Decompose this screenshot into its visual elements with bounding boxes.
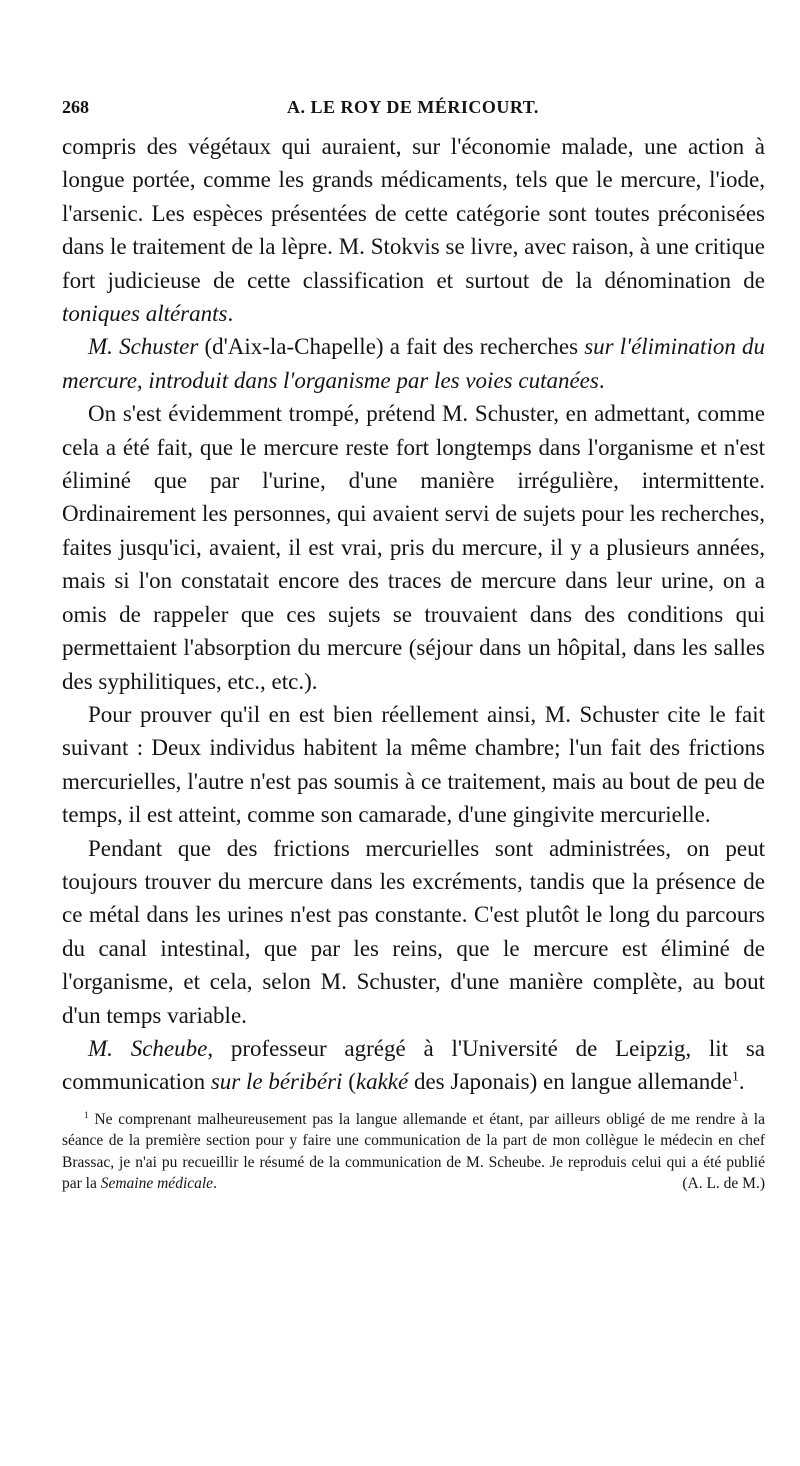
paragraph-text: compris des végétaux qui auraient, sur l'économie malade, une action à longue portée, comme les grands médicaments, tels que le mercure, l'iode, l'arsenic. Les espèces présentées de cette catégorie sont toutes préconisées dans le traitement de la lèpre. M. Stokvis se livre, avec raison, à une critique fort judicieuse de cette classification et surtout de la dénomination de <box>62 134 765 293</box>
footnote-body: Ne comprenant malheureusement pas la langue allemande et étant, par ailleurs obligé de me rendre à la séance de la première section pour y faire une communication de la part de mon collègue le médecin en chef Brassac, je n'ai pu recueillir le résumé de la communication de M. Scheube. Je reproduis celui qui a été publié par la <box>62 1110 765 1193</box>
paragraph-text: On s'est évidemment trompé, prétend M. Schuster, en admettant, comme cela a été fait, que le mercure reste fort longtemps dans l'organisme et n'est éliminé que par l'urine, d'une manière irrégulière, intermittente. Ordinairement les personnes, qui avaient servi de sujets pour les recherches, faites jusqu'ici, avaient, il est vrai, pris du mercure, il y a plusieurs années, mais si l'on constatait encore des traces de mercure dans leur urine, on a omis de rappeler que ces sujets se trouvaient dans des conditions qui permettaient l'absorption du mercure (séjour dans un hôpital, dans les salles des syphilitiques, etc., etc.). <box>62 401 765 694</box>
footnote <box>62 1109 765 1195</box>
footnote-text <box>62 1109 765 1195</box>
punctuation: . <box>213 1175 217 1193</box>
punctuation: . <box>598 367 605 393</box>
paragraph-text: Pour prouver qu'il en est bien réellement ainsi, M. Schuster cite le fait suivant : Deux individus habitent la même chambre; l'un fait des frictions mercurielles, l'autre n'est pas soumis à ce traitement, mais au bout de peu de temps, il est atteint, comme son camarade, d'une gingivite mercurielle. <box>62 701 765 828</box>
punctuation: . <box>738 1069 745 1095</box>
paragraph-schuster-example <box>62 698 765 832</box>
author-name: M. Schuster <box>88 334 199 360</box>
footnote-marker: 1 <box>84 1110 89 1121</box>
paragraph-scheube <box>62 1032 765 1099</box>
page-header <box>62 92 765 122</box>
paragraph-text: (d'Aix-la-Chapelle) a fait des recherches <box>198 334 585 360</box>
footnote-signature: (A. L. de M.) <box>682 1175 765 1193</box>
paragraph-text: Pendant que des frictions mercurielles sont administrées, on peut toujours trouver du mercure dans les excréments, tandis que la présence de ce métal dans les urines n'est pas constante. C'est plutôt le long du parcours du canal intestinal, que par les reins, que le mercure est éliminé de l'organisme, et cela, selon M. Schuster, d'une manière complète, au bout d'un temps variable. <box>62 835 765 1028</box>
italic-term: toniques altérants <box>62 301 228 327</box>
paren-open: ( <box>342 1069 356 1095</box>
paragraph-schuster-intro <box>62 330 765 397</box>
footnote-reference[interactable]: 1 <box>732 1068 739 1084</box>
italic-term: kakké <box>355 1069 409 1095</box>
book-page <box>62 92 765 1195</box>
punctuation: . <box>227 301 234 327</box>
paragraph-schuster-claim <box>62 397 765 698</box>
paragraph-continuation <box>62 130 765 330</box>
communication-title: sur l'élimination du mercure, introduit dans l'organisme par les voies cutanées <box>62 334 766 393</box>
communication-title: sur le béribéri <box>210 1069 343 1095</box>
main-text <box>62 130 765 1099</box>
running-title: A. LE ROY DE MÉRICOURT. <box>287 97 539 117</box>
paragraph-text: des Japonais) en langue allemande <box>408 1069 732 1095</box>
author-name: M. Scheube <box>88 1035 208 1061</box>
page-number: 268 <box>62 97 89 117</box>
paragraph-schuster-conclusion <box>62 832 765 1032</box>
footnote-source: Semaine médicale <box>100 1175 214 1193</box>
paragraph-text: , professeur agrégé à l'Université de Leipzig, lit sa communication <box>62 1035 765 1095</box>
